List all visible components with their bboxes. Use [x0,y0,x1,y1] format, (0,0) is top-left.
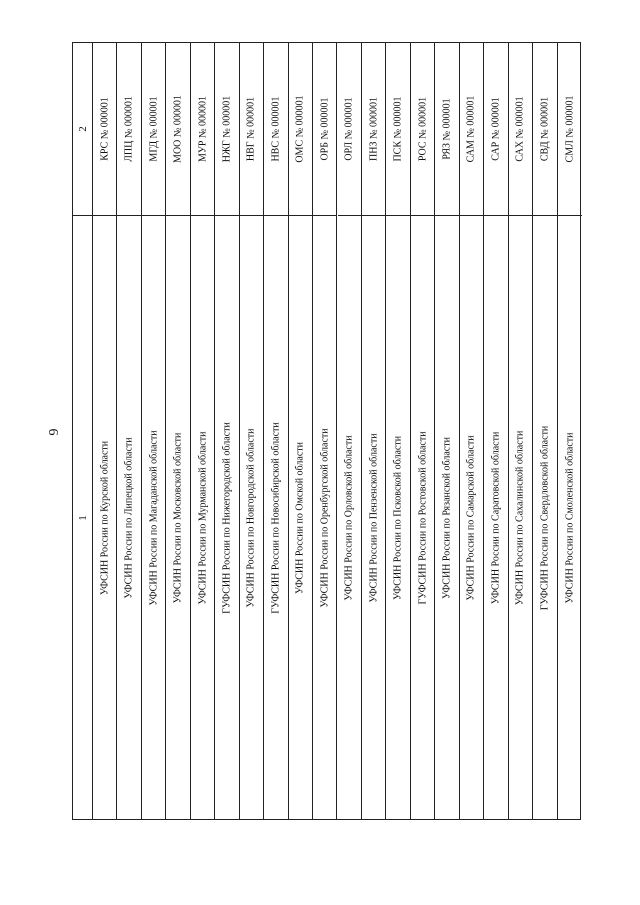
table-row [435,43,459,819]
name-cell-text: ГУФСИН России по Нижегородской области [221,422,233,614]
name-cell-text: ГУФСИН России по Свердловской области [539,425,551,611]
code-cell [509,43,532,215]
table-row [533,43,557,819]
code-cell-text: САХ № 000001 [514,96,526,162]
name-cell [435,215,458,821]
code-cell-text: ПНЗ № 000001 [368,97,380,161]
code-cell [460,43,483,215]
code-cell-text: СВД № 000001 [539,96,551,162]
code-cell-text: НЖГ № 000001 [221,95,233,163]
table-row [338,43,362,819]
name-cell-text: УФСИН России по Самарской области [465,435,477,601]
header-col1 [73,215,92,821]
code-cell-text: ОРБ № 000001 [319,97,331,161]
name-cell [215,215,238,821]
table-row [93,43,117,819]
table-row [264,43,288,819]
code-cell-text: МГД № 000001 [148,96,160,162]
table-row [362,43,386,819]
code-cell-text: МУР № 000001 [197,95,209,163]
code-cell [411,43,434,215]
name-cell [191,215,214,821]
name-cell [362,215,385,821]
name-cell-text: УФСИН России по Сахалинской области [514,430,526,606]
header-row [73,43,93,819]
code-cell [338,43,361,215]
code-cell [435,43,458,215]
name-cell-text: УФСИН России по Магаданской области [148,430,160,606]
code-cell [313,43,336,215]
name-cell-text: УФСИН России по Саратовской области [490,431,502,605]
table-row [191,43,215,819]
code-cell-text: РОС № 000001 [417,96,429,162]
table-row [289,43,313,819]
name-cell-text: УФСИН России по Липецкой области [123,437,135,599]
name-cell-text: УФСИН России по Псковской области [392,435,404,601]
name-cell-text: УФСИН России по Мурманской области [197,431,209,605]
name-cell [533,215,556,821]
name-cell-text: УФСИН России по Московской области [172,432,184,604]
code-cell [386,43,409,215]
code-cell [142,43,165,215]
header-col2 [73,43,92,215]
code-cell [166,43,189,215]
table-row [313,43,337,819]
name-cell [289,215,312,821]
name-cell [484,215,507,821]
code-cell [533,43,556,215]
code-cell [93,43,116,215]
name-cell [338,215,361,821]
name-cell [313,215,336,821]
code-cell-text: САМ № 000001 [465,95,477,163]
table-row [215,43,239,819]
name-cell-text: УФСИН России по Новгородской области [245,428,257,608]
name-cell-text: ГУФСИН России по Ростовской области [417,431,429,605]
name-cell [386,215,409,821]
code-cell [117,43,140,215]
header-col1-text: 1 [76,515,89,521]
name-cell [240,215,263,821]
table-row [117,43,141,819]
table-row [558,43,582,819]
name-cell-text: УФСИН России по Омской области [294,442,306,594]
name-cell [93,215,116,821]
name-cell [142,215,165,821]
code-cell-text: ОМС № 000001 [294,95,306,163]
name-cell [460,215,483,821]
code-cell [264,43,287,215]
code-cell-text: СМЛ № 000001 [564,95,576,163]
code-cell-text: РЯЗ № 000001 [441,98,453,160]
code-cell-text: НВГ № 000001 [245,96,257,162]
table-row [460,43,484,819]
name-cell [264,215,287,821]
code-cell-text: НВС № 000001 [270,96,282,162]
code-cell-text: САР № 000001 [490,97,502,161]
table-row [142,43,166,819]
code-cell-text: ПСК № 000001 [392,96,404,162]
code-cell [191,43,214,215]
name-cell [558,215,582,821]
code-cell [558,43,582,215]
table-row [484,43,508,819]
rotated-table [72,42,581,820]
table-row [166,43,190,819]
code-cell [240,43,263,215]
table-row [509,43,533,819]
table-row [240,43,264,819]
table-row [386,43,410,819]
name-cell [117,215,140,821]
code-cell-text: КРС № 000001 [99,97,111,161]
name-cell [509,215,532,821]
name-cell-text: УФСИН России по Пензенской области [368,433,380,603]
name-cell-text: УФСИН России по Курской области [99,440,111,596]
code-cell [289,43,312,215]
name-cell [411,215,434,821]
table-row [411,43,435,819]
name-cell-text: УФСИН России по Смоленской области [564,432,576,604]
name-cell [166,215,189,821]
code-cell-text: ОРЛ № 000001 [343,97,355,161]
code-cell [362,43,385,215]
name-cell-text: УФСИН России по Орловской области [343,435,355,601]
code-cell [215,43,238,215]
page-number: 6 [45,428,60,436]
name-cell-text: УФСИН России по Оренбургской области [319,428,331,608]
code-cell [484,43,507,215]
code-cell-text: ЛПЦ № 000001 [123,96,135,162]
name-cell-text: УФСИН России по Рязанской области [441,437,453,599]
header-col2-text: 2 [76,126,89,132]
name-cell-text: ГУФСИН России по Новосибирской области [270,422,282,614]
code-cell-text: МОО № 000001 [172,95,184,163]
